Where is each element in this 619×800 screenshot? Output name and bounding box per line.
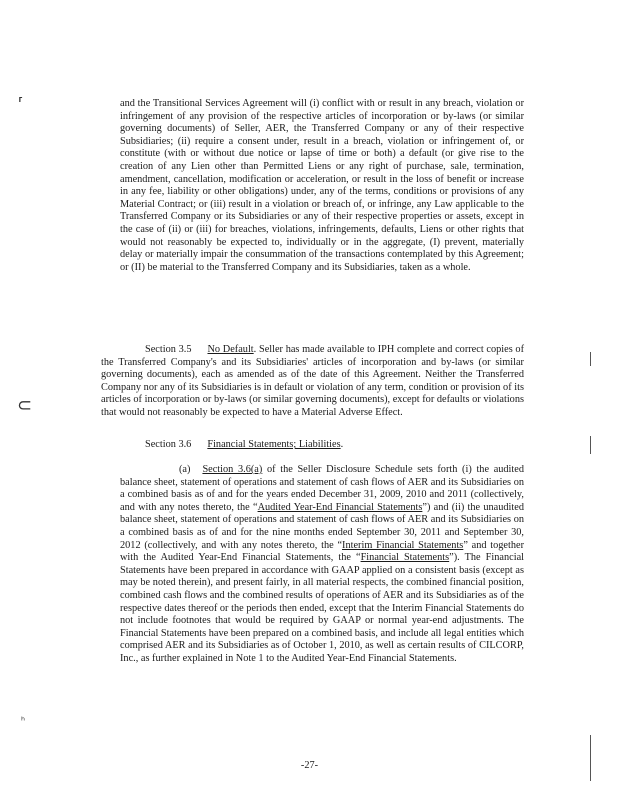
paragraph-continuation: and the Transitional Services Agreement will (i) conflict with or result in any breach, violation or infringement of any provision of the respective articles of incorporation or by-laws (or similar governing documents) of Seller, AER, the Transferred Company or any of their respective Subsidiaries; (ii) require a consent under, result in a breach, violation or infringement of, or constitute (with or without due notice or lapse of time or both) a default (or give rise to the creation of any Lien other than Permitted Liens or any right of purchase, sale, termination, amendment, cancellation, modification or acceleration, or result in the loss of benefit or increase in any fee, liability or other obligations) under, any of the terms, conditions or provisions of any Material Contract; or (iii) result in a violation or breach of, or infringe, any Law applicable to the Transferred Company or its Subsidiaries or any of their respective properties or assets, except in the case of (ii) or (iii) for breaches, violations, infringements, defaults, Liens or other rights that would not reasonably be expected to, individually or in the aggregate, (I) prevent, materially delay or materially impair the consummation of the transactions contemplated by this Agreement; or (II) be material to the Transferred Company and its Subsidiaries, taken as a whole.	[120, 98, 524, 273]
scan-artifact-left-middle: ⊂	[17, 395, 33, 416]
section-3-5-paragraph	[101, 344, 524, 420]
section-3-5-number: Section 3.5	[145, 344, 192, 355]
para-a-text-2: ”) and (ii) the unaudited balance sheet, statement of operations and statement of cash flows of AER and its Subsidiaries on a combined basis as of and for the nine months ended September 30, 2011 and September 30, 2012 (collectively, and with any notes thereto, the “	[120, 501, 524, 551]
scan-artifact-left-bottom: ʰ	[21, 716, 26, 727]
scan-artifact-right-2	[590, 436, 591, 454]
para-a-text-4: ”). The Financial Statements have been prepared in accordance with GAAP applied on a consistent basis (except as may be noted therein), and present fairly, in all material respects, the combined financial position, combined cash flows and the combined results of operations of AER and its Subsidiaries as of the respective dates thereof or the periods then ended, except that the Interim Financial Statements do not include footnotes that would be required by GAAP or normal year-end adjustments. The Financial Statements have been prepared on a combined basis, and include all legal entities which comprised AER and its Subsidiaries as of October 1, 2010, as well as certain results of CILCORP, Inc., as further explained in Note 1 to the Audited Year-End Financial Statements.	[120, 552, 524, 664]
defined-term-interim: Interim Financial Statements	[342, 539, 464, 551]
para-a-text-1: of the Seller Disclosure Schedule sets forth (i) the audited balance sheet, statement of operations and statement of cash flows of AER and its Subsidiaries on a combined basis as of and for the years ended December 31, 2009, 2010 and 2011 (collectively, and with any notes thereto, the “	[120, 464, 524, 513]
section-3-5-body: . Seller has made available to IPH complete and correct copies of the Transferred Company's and its Subsidiaries' articles of incorporation and by-laws (or similar governing documents), each as amended as of the date of this Agreement. Neither the Transferred Company nor any of its Subsidiaries is in default or violation of any term, condition or provision of its articles of incorporation or by-laws (or similar governing documents), except for defaults or violations that would not reasonably be expected to have a Material Adverse Effect.	[101, 344, 524, 418]
para-a-ref: Section 3.6(a)	[202, 464, 263, 475]
para-a-text-3: ” and together with the Audited Year-End Financial Statements, the “	[120, 539, 524, 564]
section-3-6-heading	[145, 439, 343, 452]
section-3-6-title-punct: .	[340, 439, 344, 450]
page-number: -27-	[300, 760, 319, 771]
scan-artifact-right-1	[590, 352, 591, 366]
para-a-label: (a)	[179, 464, 191, 475]
defined-term-audited: Audited Year-End Financial Statements	[257, 501, 423, 513]
scan-artifact-right-3	[590, 735, 591, 781]
scan-artifact-left-top: ⸢	[18, 96, 24, 112]
section-3-6-title: Financial Statements; Liabilities	[207, 439, 341, 450]
section-3-5-title: No Default	[207, 344, 254, 355]
section-3-6-number: Section 3.6	[145, 439, 192, 450]
defined-term-financial: Financial Statements	[360, 552, 450, 564]
section-3-6-a-paragraph	[120, 464, 524, 666]
